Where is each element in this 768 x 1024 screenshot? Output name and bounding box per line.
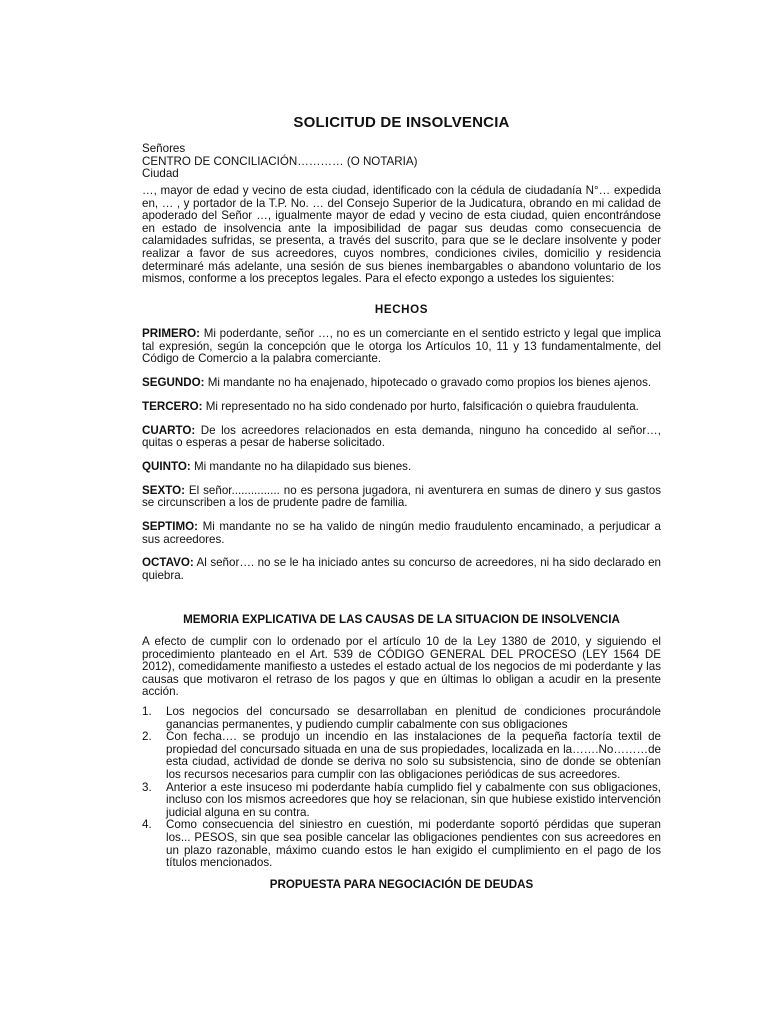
- fact-septimo: [142, 521, 661, 546]
- list-item-text: Con fecha…. se produjo un incendio en las instalaciones de la pequeña factoría textil de propiedad del concursado situada en una de sus propiedades, localizada en la…….No………de esta ciudad, actividad de donde se deriva no solo su subsistencia, sino de donde se obtenían los recursos necesarios para cumplir con las obligaciones periódicas de sus acreedores.: [166, 730, 661, 781]
- addressee-recipient: CENTRO DE CONCILIACIÓN………… (O NOTARIA): [142, 154, 418, 168]
- intro-paragraph: …, mayor de edad y vecino de esta ciudad, identificado con la cédula de ciudadanía N°… expedida en, … , y portador de la T.P. No. … del Consejo Superior de la Judicatura, obrando en mi calidad de apoderado del Señor …, igualmente mayor de edad y vecino de esta ciudad, quien encontrándose en estado de insolvencia ante la imposibilidad de pagar sus deudas como consecuencia de calamidades sufridas, se presenta, a través del suscrito, para que se le declare insolvente y poder realizar a favor de sus acreedores, cuyos nombres, condiciones civiles, domicilio y residencia determinaré más adelante, una sesión de sus bienes inembargables o abandono voluntario de los mismos, conforme a los preceptos legales. Para el efecto expongo a ustedes los siguientes:: [142, 184, 661, 286]
- list-item-number: 4.: [142, 818, 152, 832]
- list-item-text: Anterior a este insuceso mi poderdante había cumplido fiel y cabalmente con sus obligaciones, incluso con los mismos acreedores que hoy se relacionan, sin que hubiese existido intervención judicial alguna en su contra.: [166, 780, 661, 819]
- list-item-text: Los negocios del concursado se desarrollaban en plenitud de condiciones procurándole ganancias permanentes, y pudiendo cumplir cabalmente con sus obligaciones: [166, 705, 661, 731]
- memoria-list: [142, 706, 661, 870]
- fact-label: TERCERO:: [142, 399, 203, 413]
- fact-primero: [142, 328, 661, 366]
- fact-text: Mi representado no ha sido condenado por hurto, falsificación o quiebra fraudulenta.: [202, 399, 639, 413]
- addressee-salutation: Señores: [142, 142, 186, 155]
- fact-tercero: [142, 401, 661, 414]
- list-item: [142, 731, 661, 781]
- propuesta-heading: PROPUESTA PARA NEGOCIACIÓN DE DEUDAS: [269, 878, 534, 891]
- list-item-text: Como consecuencia del siniestro en cuestión, mi poderdante soportó pérdidas que superan los... PESOS, sin que sea posible cancelar las obligaciones pendientes con sus acreedores en un plazo razonable, máximo cuando estos le han exigido el cumplimiento en el pago de los títulos mencionados.: [166, 818, 661, 870]
- memoria-intro-paragraph: A efecto de cumplir con lo ordenado por el artículo 10 de la Ley 1380 de 2010, y siguiendo el procedimiento planteado en el Art. 539 de CÓDIGO GENERAL DEL PROCESO (LEY 1564 DE 2012), comedidamente manifiesto a ustedes el estado actual de los negocios de mi poderdante y las causas que motivaron el retraso de los pagos y que en últimas lo obligan a acudir en la presente acción.: [142, 635, 661, 699]
- fact-label: SEPTIMO:: [142, 520, 199, 534]
- fact-label: SEGUNDO:: [142, 375, 205, 389]
- fact-text: Mi mandante no ha dilapidado sus bienes.: [190, 459, 412, 473]
- fact-label: QUINTO:: [142, 459, 191, 473]
- fact-quinto: [142, 461, 661, 474]
- hechos-list: [142, 328, 661, 594]
- fact-sexto: [142, 485, 661, 510]
- fact-text: De los acreedores relacionados en esta demanda, ninguno ha concedido al señor…, quitas o esperas a pesar de haberse solicitado.: [142, 423, 661, 450]
- addressee-block: [142, 143, 661, 181]
- list-item-number: 1.: [142, 705, 152, 718]
- fact-label: CUARTO:: [142, 423, 196, 437]
- list-item: [142, 782, 661, 820]
- fact-text: Mi mandante no se ha valido de ningún medio fraudulento encaminado, a perjudicar a sus acreedores.: [142, 520, 661, 546]
- list-item-number: 2.: [142, 730, 152, 744]
- list-item: [142, 706, 661, 731]
- list-item-number: 3.: [142, 780, 152, 794]
- fact-text: Mi mandante no ha enajenado, hipotecado o gravado como propios los bienes ajenos.: [204, 375, 652, 389]
- list-item: [142, 819, 661, 869]
- addressee-city: Ciudad: [142, 167, 179, 181]
- memoria-heading: MEMORIA EXPLICATIVA DE LAS CAUSAS DE LA SITUACION DE INSOLVENCIA: [183, 613, 620, 626]
- fact-text: Mi poderdante, señor …, no es un comerciante en el sentido estricto y legal que implica tal expresión, según la concepción que le otorga los Artículos 10, 11 y 13 fundamentalmente, del Código de Comercio a la palabra comerciante.: [142, 327, 661, 366]
- fact-octavo: [142, 557, 661, 582]
- hechos-heading: HECHOS: [374, 303, 429, 316]
- fact-label: OCTAVO:: [142, 556, 194, 570]
- fact-text: Al señor…. no se le ha iniciado antes su concurso de acreedores, ni ha sido declarado en quiebra.: [142, 556, 661, 583]
- fact-text: El señor............... no es persona jugadora, ni aventurera en sumas de dinero y sus gastos se circunscriben a los de prudente padre de familia.: [142, 483, 661, 510]
- fact-cuarto: [142, 425, 661, 450]
- fact-label: SEXTO:: [142, 483, 185, 497]
- document-title: SOLICITUD DE INSOLVENCIA: [293, 114, 510, 131]
- fact-label: PRIMERO:: [142, 327, 200, 340]
- fact-segundo: [142, 377, 661, 390]
